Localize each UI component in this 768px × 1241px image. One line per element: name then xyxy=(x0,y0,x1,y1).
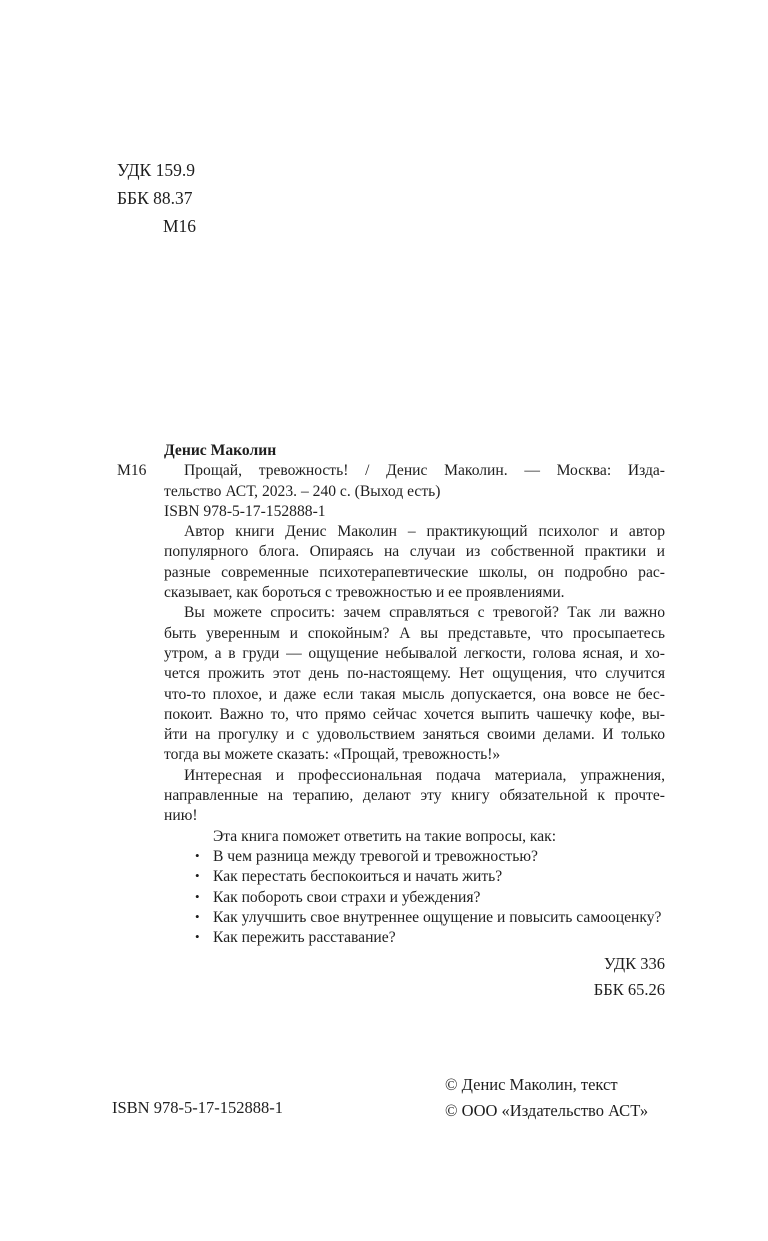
text-line: тельство АСТ, 2023. – 240 с. (Выход есть) xyxy=(164,482,441,500)
main-text-column xyxy=(117,441,665,948)
text-line: сказывает, как бороться с тревожностью и ее проявлениями. xyxy=(164,584,565,602)
text-line: Автор книги Денис Маколин – практикующий психолог и автор xyxy=(184,523,665,541)
text-line: популярного блога. Опираясь на случаи из собственной практики и xyxy=(164,543,665,561)
bullet-icon: • xyxy=(195,868,200,884)
questions-list xyxy=(164,847,665,948)
author-sign-code: М16 xyxy=(163,216,197,236)
udk-top-code: УДК 159.9 xyxy=(117,160,195,180)
annotation-paragraph xyxy=(164,603,665,765)
question-text: Как пережить расставание? xyxy=(213,929,396,947)
question-item xyxy=(164,847,665,867)
catalog-isbn: ISBN 978-5-17-152888-1 xyxy=(164,502,326,520)
question-item xyxy=(164,928,665,948)
text-line: Вы можете спросить: зачем справляться с тревогой? Так ли важно xyxy=(184,604,665,622)
question-item xyxy=(164,867,665,887)
text-line: тогда вы можете сказать: «Прощай, тревожность!» xyxy=(164,746,501,764)
bullet-icon: • xyxy=(195,847,200,863)
catalog-description xyxy=(164,461,665,502)
text-line: покоит. Важно то, что прямо сейчас хочется выпить чашечку кофе, вы- xyxy=(164,705,665,723)
text-line: йти на прогулку и с удовольствием заняться своими делами. И только xyxy=(164,726,665,744)
question-text: Как улучшить свое внутреннее ощущение и повысить самооценку? xyxy=(213,908,662,926)
text-line: Прощай, тревожность! / Денис Маколин. — Москва: Изда- xyxy=(184,462,665,480)
catalog-author: Денис Маколин xyxy=(164,442,277,459)
top-classification-codes xyxy=(117,156,196,240)
annotation-paragraph xyxy=(164,766,665,827)
text-line: нию! xyxy=(164,807,198,825)
text-line: разные современные психотерапевтические школы, он подробно рас- xyxy=(164,563,665,581)
question-text: В чем разница между тревогой и тревожностью? xyxy=(213,847,538,865)
text-line: утром, а в груди — ощущение небывалой легкости, голова ясная, и хо- xyxy=(164,644,665,662)
questions-intro: Эта книга поможет ответить на такие вопросы, как: xyxy=(213,827,557,845)
catalog-margin-code: М16 xyxy=(117,462,147,480)
text-line: быть уверенным и спокойным? А вы представьте, что просыпаетесь xyxy=(164,624,665,642)
question-item xyxy=(164,908,665,928)
annotation xyxy=(164,522,665,826)
text-line: чется прожить этот день по-настоящему. Нет ощущения, что случится xyxy=(164,665,665,683)
copyright-line: © ООО «Издательство АСТ» xyxy=(445,1101,649,1120)
text-line: направленные на терапию, делают эту книгу обязательной к прочте- xyxy=(164,787,665,805)
udk-bottom-code: УДК 336 xyxy=(603,954,665,973)
bullet-icon: • xyxy=(195,908,200,924)
question-item xyxy=(164,888,665,908)
bbk-top-code: ББК 88.37 xyxy=(117,188,193,208)
catalog-entry xyxy=(117,461,665,502)
bottom-classification-codes xyxy=(594,951,665,1002)
text-line: что-то плохое, и даже если такая мысль допускается, она вовсе не бес- xyxy=(164,685,665,703)
bbk-bottom-code: ББК 65.26 xyxy=(593,979,665,999)
question-text: Как побороть свои страхи и убеждения? xyxy=(213,888,481,906)
bullet-icon: • xyxy=(195,929,200,945)
text-line: Интересная и профессиональная подача материала, упражнения, xyxy=(184,766,665,784)
copyright-block xyxy=(445,1072,648,1124)
copyright-line: © Денис Маколин, текст xyxy=(445,1075,618,1094)
annotation-paragraph xyxy=(164,522,665,603)
bullet-icon: • xyxy=(195,888,200,904)
footer-isbn: ISBN 978-5-17-152888-1 xyxy=(112,1098,283,1117)
question-text: Как перестать беспокоиться и начать жить? xyxy=(213,868,503,886)
